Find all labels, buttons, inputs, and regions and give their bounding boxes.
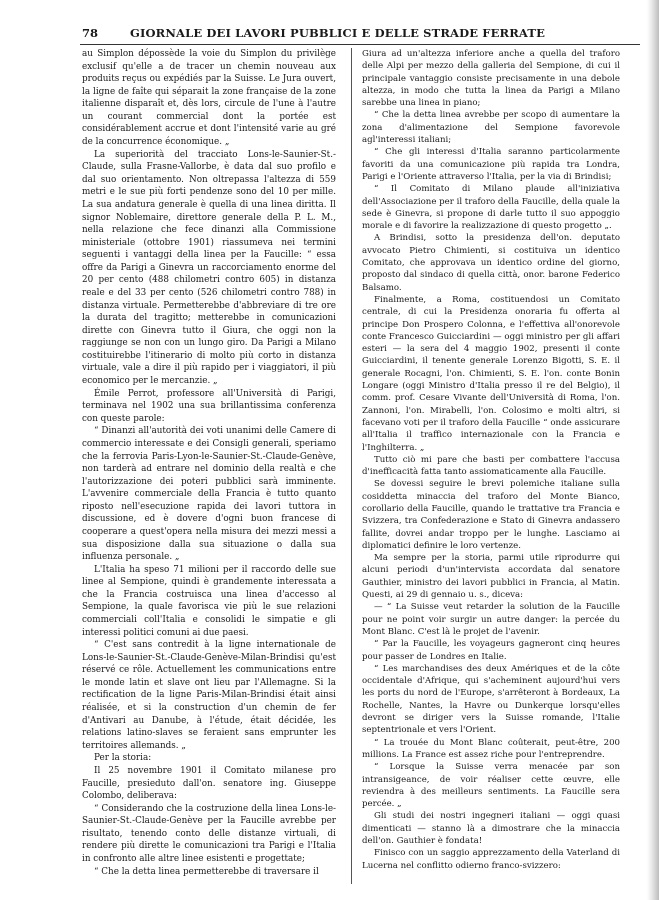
- paragraph: “ Che gli interessi d'Italia saranno particolarmente favoriti da una comunicazione più rapida tra Londra, Parigi e l'Oriente attraverso l'Italia, per la via di Brindisi;: [362, 147, 620, 182]
- paragraph: “ Il Comitato di Milano plaude all'iniziativa dell'Associazione per il traforo della Faucille, della quale la sede è Ginevra, si propone di darle tutto il suo appoggio morale e di favorire la realizzazione di questo progetto „.: [362, 184, 620, 232]
- page-header: [82, 26, 638, 42]
- right-column: [362, 48, 620, 872]
- paragraph: au Simplon dépossède la voie du Simplon du privilège exclusif qu'elle a de tracer un chemin nouveau aux produits reçus ou expédiés par la Suisse. Le Jura ouvert, la ligne de faîte qui séparait la zone française de la zone italienne disparaît et, dès lors, circule de l'une à l'autre un courant commercial dont la portée est considérablement accrue et dont l'intensité varie au gré de la concurrence économique. „: [82, 49, 336, 148]
- paragraph: Per la storia:: [94, 753, 152, 764]
- running-title: GIORNALE DEI LAVORI PUBBLICI E DELLE STRADE FERRATE: [130, 26, 545, 40]
- paragraph: “ La trouée du Mont Blanc coûterait, peut-être, 200 millions. La France est assez riche pour l'entreprendre.: [362, 737, 620, 760]
- paragraph: Gli studi dei nostri ingegneri italiani — oggi quasi dimenticati — stanno là a dimostrare che la minaccia dell'on. Gauthier è fondata!: [362, 811, 620, 846]
- paragraph: Il 25 novembre 1901 il Comitato milanese pro Faucille, presieduto dall'on. senatore ing. Giuseppe Colombo, deliberava:: [82, 765, 336, 802]
- left-column: [82, 48, 336, 878]
- paragraph: Finisco con un saggio apprezzamento della Vaterland di Lucerna nel conflitto odierno franco-svizzero:: [362, 848, 620, 871]
- paragraph: “ C'est sans contredit à la ligne internationale de Lons-le-Saunier-St.-Claude-Genève-Milan-Brindisi qu'est réservé ce rôle. Actuellement les communications entre le monde latin et slave ont lieu par l'Allemagne. Si la rectification de la ligne Paris-Milan-Brindisi était ainsi réalisée, et si la construction d'un chemin de fer d'Antivari au Danube, à l'étude, était décidée, les relations latino-slaves se feraient sans emprunter les territoires allemands. „: [82, 640, 336, 751]
- paragraph: “ Dinanzi all'autorità dei voti unanimi delle Camere di commercio interessate e dei Consigli generali, speriamo che la ferrovia Paris-Lyon-le-Saunier-St.-Claude-Genève, non tarderà ad entrare nel dominio della realtà e che l'autorizzazione dei poteri pubblici sarà imminente. L'avvenire commerciale della Francia è tutto quanto riposto nell'esecuzione rapida dei lavori tuttora in discussione, ed è dovere d'ogni buon francese di cooperare a quest'opera nella misura dei mezzi messi a sua disposizione dalla sua situazione o dalla sua influenza personale. „: [82, 426, 336, 563]
- paragraph: “ Che la detta linea permetterebbe di traversare il: [94, 866, 319, 877]
- paragraph: “ Che la detta linea avrebbe per scopo di aumentare la zona d'alimentazione del Sempione favorevole agl'interessi italiani;: [362, 110, 620, 146]
- paragraph: Ma sempre per la storia, parmi utile riprodurre qui alcuni periodi d'un'intervista accordata dal senatore Gauthier, ministro dei lavori pubblici in Francia, al Matin. Questi, ai 29 di gennaio u. s., diceva:: [362, 553, 620, 601]
- paragraph: Finalmente, a Roma, costituendosi un Comitato centrale, di cui la Presidenza onoraria fu offerta al principe Don Prospero Colonna, e l'effettiva all'onorevole conte Francesco Guicciardini — oggi ministro per gli affari esteri — la sera del 4 maggio 1902, presenti il conte Guicciardini, il tenente generale Lorenzo Bigotti, S. E. il generale Rocagni, l'on. Chimienti, S. E. l'on. conte Bonin Longare (oggi Ministro d'Italia presso il re del Belgio), il comm. prof. Cesare Vivante dell'Università di Roma, l'on. Zannoni, l'on. Mirabelli, l'on. Colosimo e molti altri, si facevano voti per il traforo della Faucille “ onde assicurare all'Italia il traffico internazionale con la Francia e l'Inghilterra. „: [362, 294, 620, 453]
- page-fold-shadow: [647, 0, 659, 900]
- paragraph: “ Lorsque la Suisse verra menacée par son intransigeance, de voir réaliser cette œuvre, elle reviendra à des meilleurs sentiments. La Faucille sera percée. „: [362, 762, 620, 810]
- paragraph: “ Considerando che la costruzione della linea Lons-le-Saunier-St.-Claude-Genève per la Faucille avrebbe per risultato, tenendo conto delle distanze virtuali, di rendere più dirette le comunicazioni tra Parigi e l'Italia in confronto alle altre linee esistenti e progettate;: [82, 803, 336, 864]
- paragraph: Émile Perrot, professore all'Università di Parigi, terminava nel 1902 una sua brillantissima conferenza con queste parole:: [82, 388, 336, 424]
- paragraph: Se dovessi seguire le brevi polemiche italiane sulla cosiddetta minaccia del traforo del Monte Bianco, corollario della Faucille, quando le trattative tra Francia e Svizzera, tra Confederazione e Stato di Ginevra andassero fallite, dovrei andar troppo per le lunghe. Lasciamo ai diplomatici definire le loro vertenze.: [362, 479, 620, 551]
- header-rule: [80, 44, 640, 45]
- paragraph: A Brindisi, sotto la presidenza dell'on. deputato avvocato Pietro Chimienti, si costituiva un identico Comitato, che approvava un identico ordine del giorno, proposto dal sindaco di quella città, onor. barone Federico Balsamo.: [362, 233, 620, 293]
- paragraph: “ Par la Faucille, les voyageurs gagneront cinq heures pour passer de Londres en Italie.: [362, 639, 620, 662]
- paragraph: La superiorità del tracciato Lons-le-Saunier-St.-Claude, sulla Frasne-Vallorbe, è data dal suo profilo e dal suo orientamento. Non oltrepassa l'altezza di 559 metri e le sue più forti pendenze sono del 10 per mille. La sua andatura generale è quella di una linea diritta. Il signor Noblemaire, direttore generale della P. L. M., nella relazione che fece dinanzi alla Commissione ministeriale (ottobre 1901) riassumeva nei termini seguenti i vantaggi della linea per la Faucille: “ essa offre da Parigi a Ginevra un raccorciamento enorme del 20 per cento (488 chilometri contro 605) in distanza reale e del 33 per cento (526 chilometri contro 788) in distanza virtuale. Permetterebbe d'abbreviare di tre ore la durata del tragitto; metterebbe in comunicazioni dirette con Ginevra tutto il Giura, che oggi non la raggiunge se non con un lungo giro. Da Parigi a Milano costituirebbe l'itinerario di molto più corto in distanza virtuale, vale a dire il più rapido per i viaggiatori, il più economico per le mercanzie. „: [82, 149, 336, 387]
- paragraph: Tutto ciò mi pare che basti per combattere l'accusa d'inefficacità fatta tanto assiomaticamente alla Faucille.: [362, 454, 620, 478]
- page-number: 78: [82, 26, 99, 40]
- paragraph: “ Les marchandises des deux Amériques et de la côte occidentale d'Afrique, qui s'acheminent aujourd'hui vers les ports du nord de l'Europe, s'arrêteront à Bordeaux, La Rochelle, Nantes, la Havre ou Dunkerque lorsqu'elles devront se diriger vers la Suisse romande, l'Italie septentrionale et vers l'Orient.: [362, 663, 620, 736]
- paragraph: Giura ad un'altezza inferiore anche a quella del traforo delle Alpi per mezzo della galleria del Sempione, di cui il principale vantaggio consiste precisamente in una debole altezza, in modo che tutta la linea da Parigi a Milano sarebbe una linea in piano;: [362, 49, 620, 109]
- paragraph: — “ La Suisse veut retarder la solution de la Faucille pour ne point voir surgir un autre danger: la percée du Mont Blanc. C'est là le projet de l'avenir.: [362, 602, 620, 637]
- paragraph: L'Italia ha speso 71 milioni per il raccordo delle sue linee al Sempione, quindi è grandemente interessata a che la Francia costruisca una linea d'accesso al Sempione, la quale favorisca vie più le sue relazioni commerciali coll'Italia e consolidi le simpatie e gli interessi politici comuni ai due paesi.: [82, 564, 336, 638]
- column-divider: [351, 48, 352, 884]
